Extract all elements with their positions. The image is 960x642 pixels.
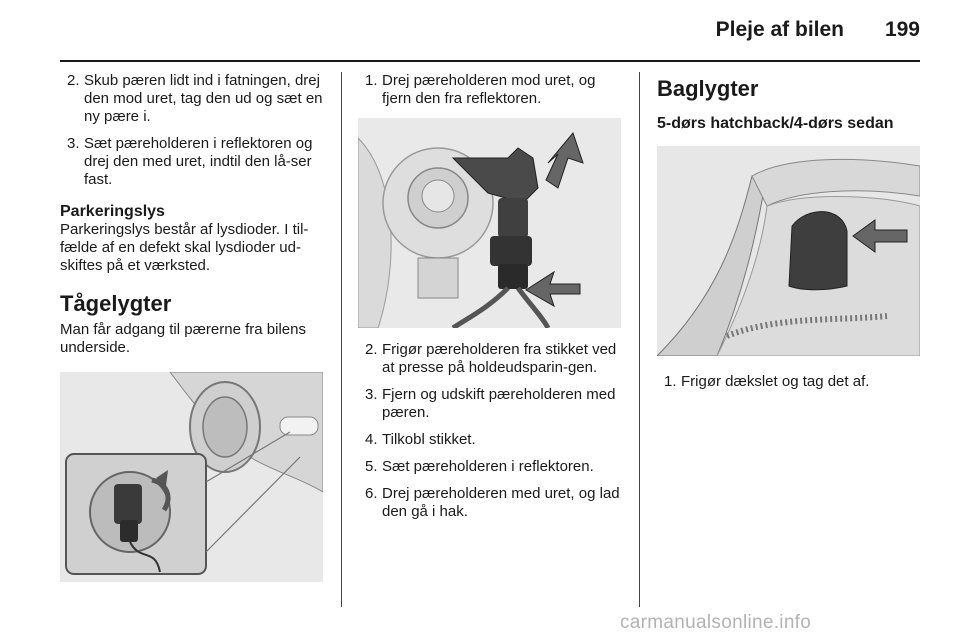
- step-item: 2. Frigør pæreholderen fra stikket ved at presse på holdeudsparin-gen.: [365, 341, 617, 376]
- fog-lights-text: Man får adgang til pærerne fra bilens underside.: [60, 321, 306, 356]
- fog-lights-heading: Tågelygter: [60, 291, 172, 316]
- column-divider-1: [341, 72, 342, 607]
- column-2: [358, 72, 620, 117]
- fog-light-drawing: [60, 372, 323, 582]
- column-3-steps: [657, 373, 920, 400]
- column-divider-2: [639, 72, 640, 607]
- bulb-holder-illustration: [358, 118, 621, 328]
- page-header: [60, 18, 920, 48]
- step-item: 4. Tilkobl stikket.: [365, 431, 476, 448]
- step-item: 3. Fjern og udskift pæreholderen med pæren.: [365, 386, 616, 421]
- steps-list-continued: [60, 72, 325, 189]
- column-3: [657, 72, 920, 134]
- step-item: 2. Skub pæren lidt ind i fatningen, drej den mod uret, tag den ud og sæt en ny pære i.: [67, 72, 323, 125]
- step-item: 1. Drej pæreholderen mod uret, og fjern den fra reflektoren.: [365, 72, 596, 107]
- bulb-holder-drawing: [358, 118, 621, 328]
- step-item: 5. Sæt pæreholderen i reflektoren.: [365, 458, 594, 475]
- page-number: 199: [884, 18, 920, 41]
- header-title: Pleje af bilen: [715, 18, 844, 41]
- tail-light-steps: [657, 373, 920, 391]
- column-2-steps-b: [358, 341, 620, 530]
- column-1: [60, 72, 325, 357]
- tail-lights-subheading: 5-dørs hatchback/4-dørs sedan: [657, 115, 894, 132]
- step-item: 6. Drej pæreholderen med uret, og lad den gå i hak.: [365, 485, 620, 520]
- fog-light-illustration: [60, 372, 323, 582]
- step-item: 1. Frigør dækslet og tag det af.: [664, 373, 870, 390]
- tail-lights-heading: Baglygter: [657, 76, 759, 101]
- parking-text: Parkeringslys består af lysdioder. I til-fælde af en defekt skal lysdioder ud-skiftes på et værksted.: [60, 221, 309, 274]
- tail-light-drawing: [657, 146, 920, 356]
- steps-list-a: [358, 72, 620, 108]
- header-rule: [60, 60, 920, 62]
- watermark: carmanualsonline.info: [620, 612, 812, 633]
- steps-list-b: [358, 341, 620, 521]
- tail-light-cover-illustration: [657, 146, 920, 356]
- parking-heading: Parkeringslys: [60, 203, 165, 220]
- step-item: 3. Sæt pæreholderen i reflektoren og drej den med uret, indtil den lå-ser fast.: [67, 135, 313, 188]
